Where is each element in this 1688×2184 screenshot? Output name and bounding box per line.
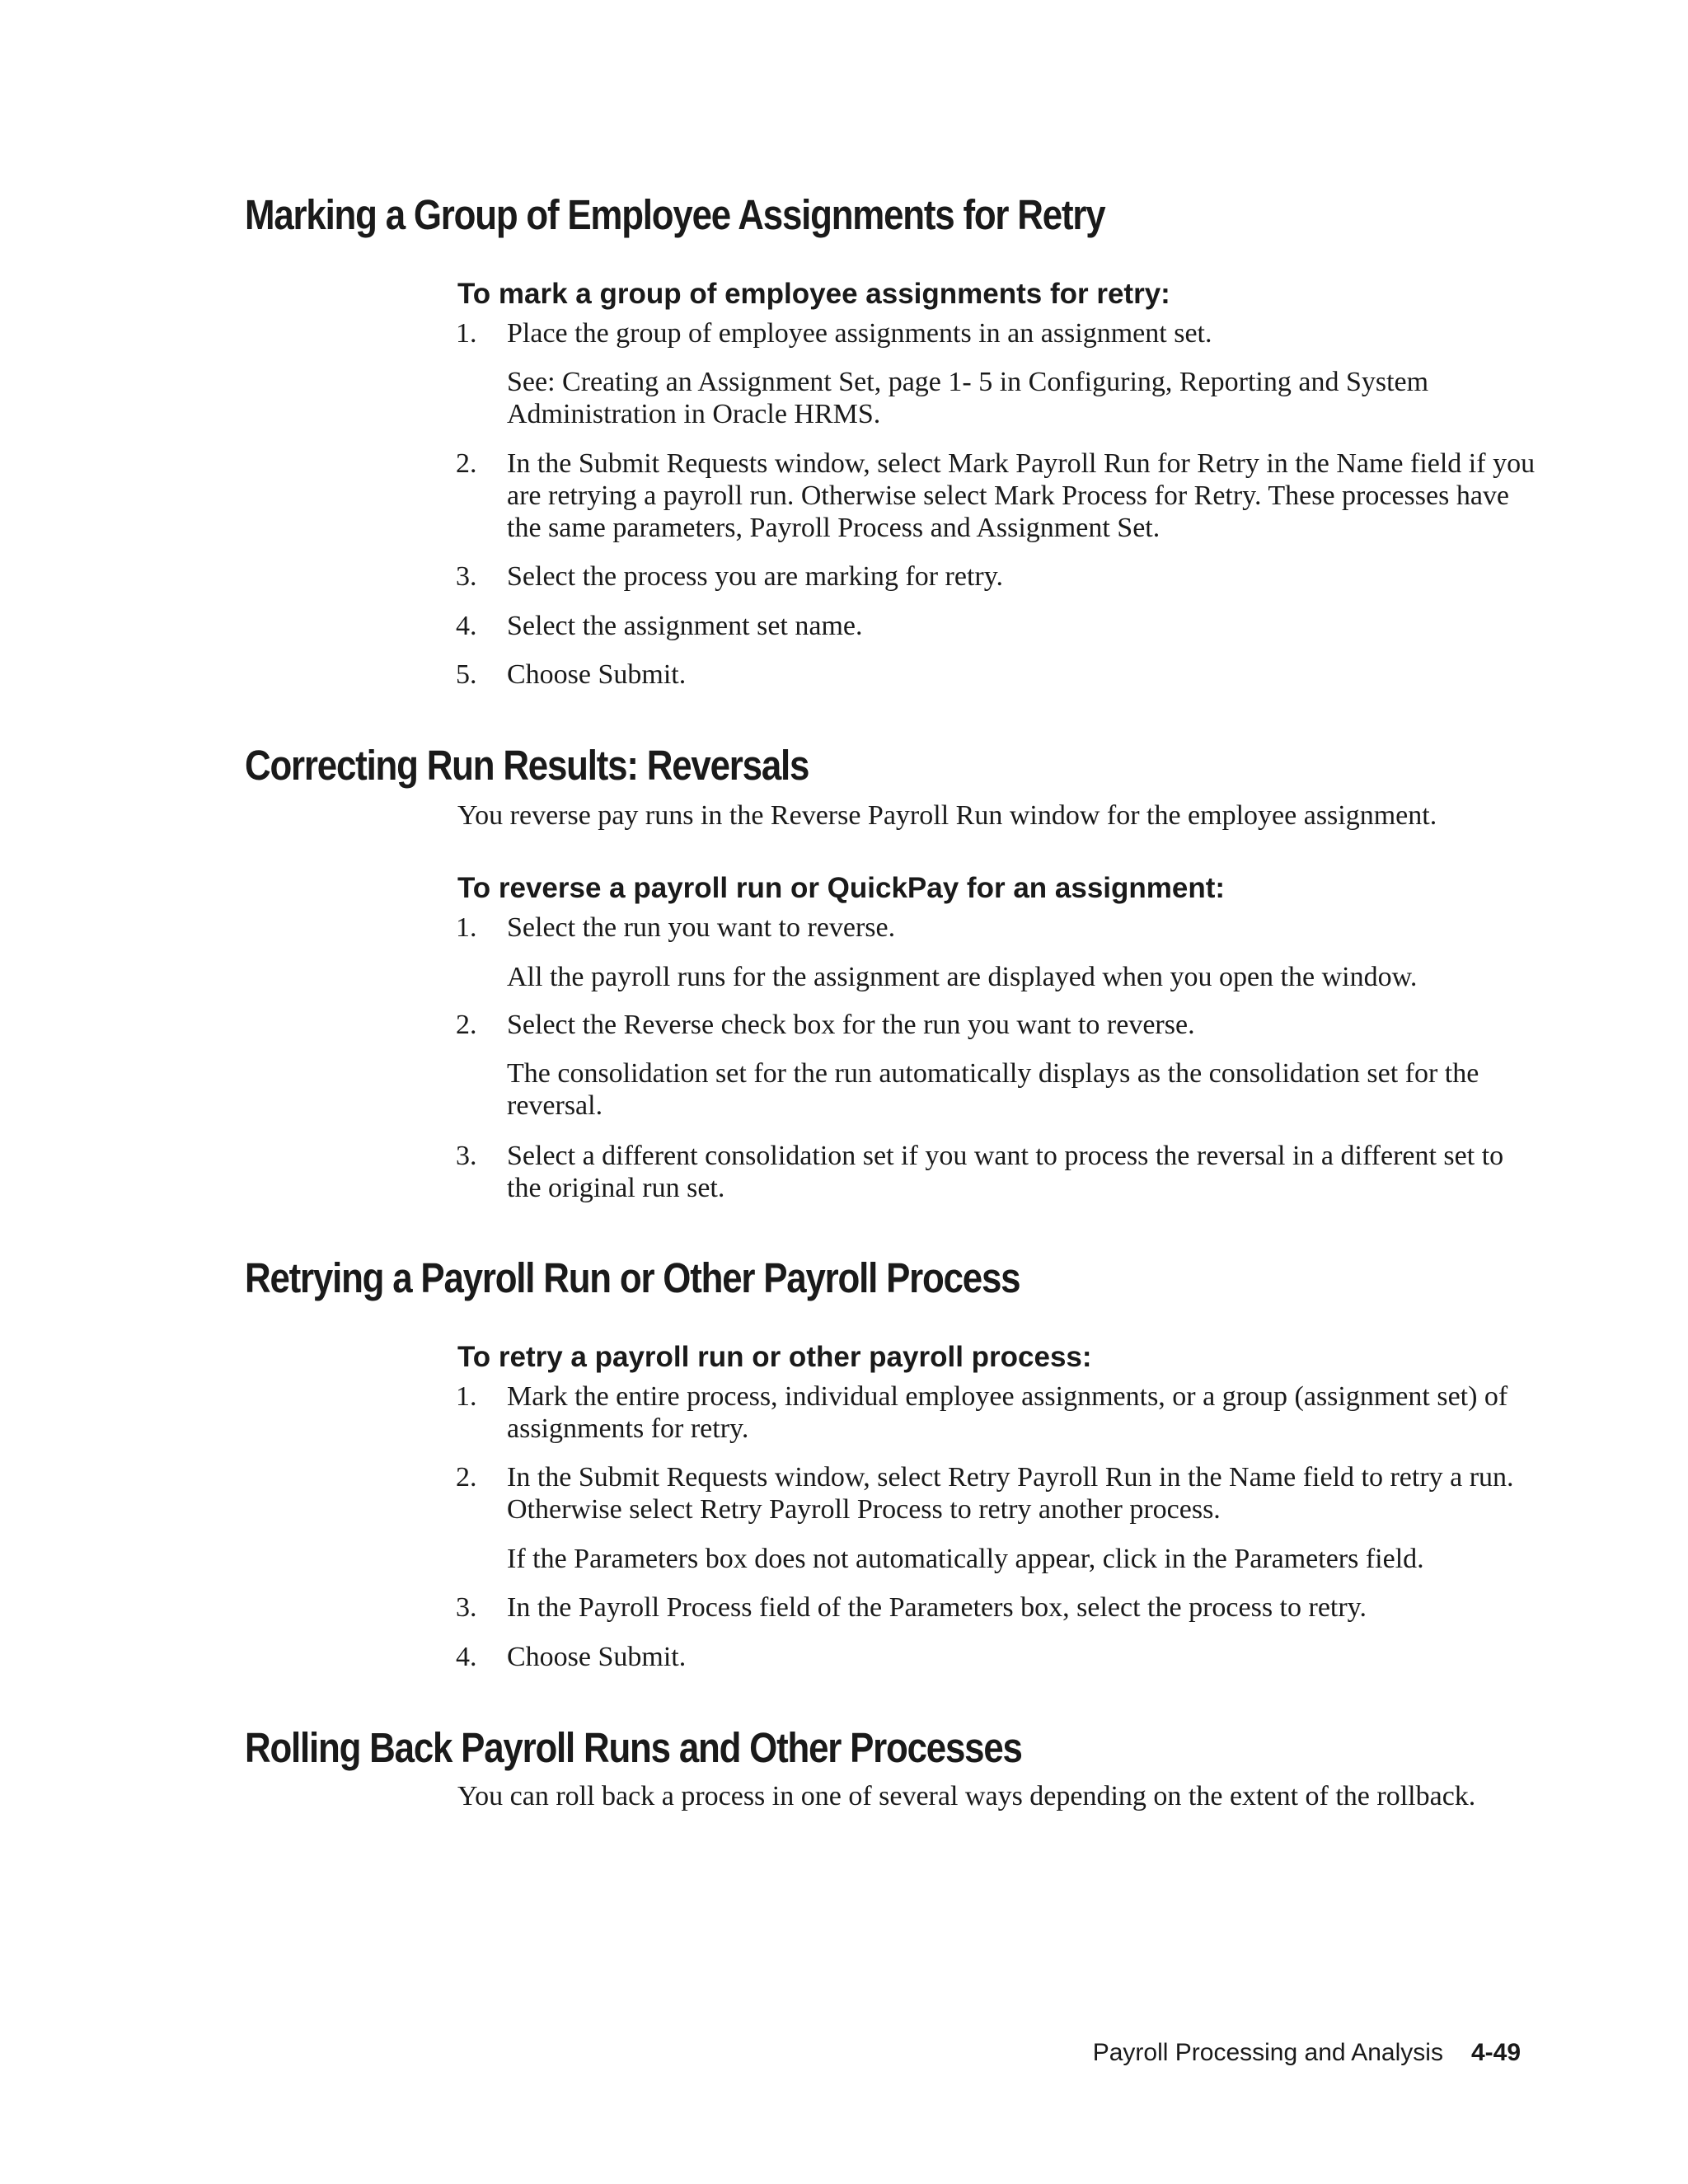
step-item (456, 610, 1544, 642)
step-item (456, 1140, 1544, 1204)
step-note: The consolidation set for the run automatically displays as the consolidation set for the reversal. (507, 1058, 1479, 1121)
step-item (456, 912, 1544, 944)
section-heading: Correcting Run Results: Reversals (245, 742, 809, 789)
step-number: 1. (456, 912, 477, 943)
step-note: All the payroll runs for the assignment are displayed when you open the window. (507, 962, 1418, 992)
step-number: 1. (456, 1381, 477, 1412)
step-text: In the Submit Requests window, select Mark Payroll Run for Retry in the Name field if you are retrying a payroll run. Otherwise select Mark Process for Retry. These processes have the same parameters, Payroll Process and Assignment Set. (507, 448, 1536, 543)
section-heading: Retrying a Payroll Run or Other Payroll Process (245, 1254, 1020, 1301)
step-item (456, 448, 1544, 544)
page-number: 4-49 (1470, 2039, 1521, 2066)
step-item (456, 1009, 1544, 1041)
step-number: 5. (456, 659, 477, 690)
step-item (456, 317, 1544, 349)
step-number: 4. (456, 1642, 477, 1672)
section-heading: Rolling Back Payroll Runs and Other Processes (245, 1724, 1022, 1771)
page-footer (1093, 2038, 1521, 2068)
section-intro: You can roll back a process in one of several ways depending on the extent of the rollback. (457, 1781, 1476, 1811)
procedure-heading: To retry a payroll run or other payroll process: (457, 1341, 1092, 1373)
step-text: Select a different consolidation set if you want to process the reversal in a different set to the original run set. (507, 1141, 1504, 1203)
step-text: Choose Submit. (507, 1642, 687, 1672)
footer-title: Payroll Processing and Analysis (1092, 2039, 1443, 2066)
step-number: 2. (456, 1462, 477, 1493)
step-number: 3. (456, 561, 477, 592)
step-item (456, 658, 1544, 691)
step-note: See: Creating an Assignment Set, page 1- 5 in Configuring, Reporting and System Administration in Oracle HRMS. (507, 367, 1429, 429)
section-intro: You reverse pay runs in the Reverse Payroll Run window for the employee assignment. (457, 800, 1437, 831)
step-text: Select the run you want to reverse. (507, 912, 896, 943)
step-number: 4. (456, 611, 477, 641)
step-number: 2. (456, 448, 477, 479)
step-item (456, 560, 1544, 593)
step-text: Choose Submit. (507, 659, 687, 690)
procedure-heading: To mark a group of employee assignments for retry: (457, 278, 1170, 310)
step-number: 2. (456, 1010, 477, 1040)
step-item (456, 1641, 1544, 1673)
step-text: In the Submit Requests window, select Retry Payroll Run in the Name field to retry a run. Otherwise select Retry Payroll Process to retry another process. (507, 1462, 1514, 1525)
step-text: Select the Reverse check box for the run you want to reverse. (507, 1010, 1195, 1040)
step-number: 3. (456, 1592, 477, 1623)
step-text: Select the process you are marking for retry. (507, 561, 1004, 592)
step-item (456, 1380, 1544, 1445)
procedure-heading: To reverse a payroll run or QuickPay for an assignment: (457, 872, 1226, 904)
step-text: Place the group of employee assignments in an assignment set. (507, 318, 1212, 349)
step-number: 1. (456, 318, 477, 349)
step-item (456, 1461, 1544, 1526)
step-number: 3. (456, 1141, 477, 1171)
step-text: Select the assignment set name. (507, 611, 863, 641)
step-note: If the Parameters box does not automatically appear, click in the Parameters field. (507, 1544, 1424, 1574)
step-item (456, 1591, 1544, 1624)
step-text: Mark the entire process, individual employee assignments, or a group (assignment set) of assignments for retry. (507, 1381, 1508, 1444)
step-text: In the Payroll Process field of the Parameters box, select the process to retry. (507, 1592, 1367, 1623)
section-heading: Marking a Group of Employee Assignments for Retry (245, 191, 1105, 238)
